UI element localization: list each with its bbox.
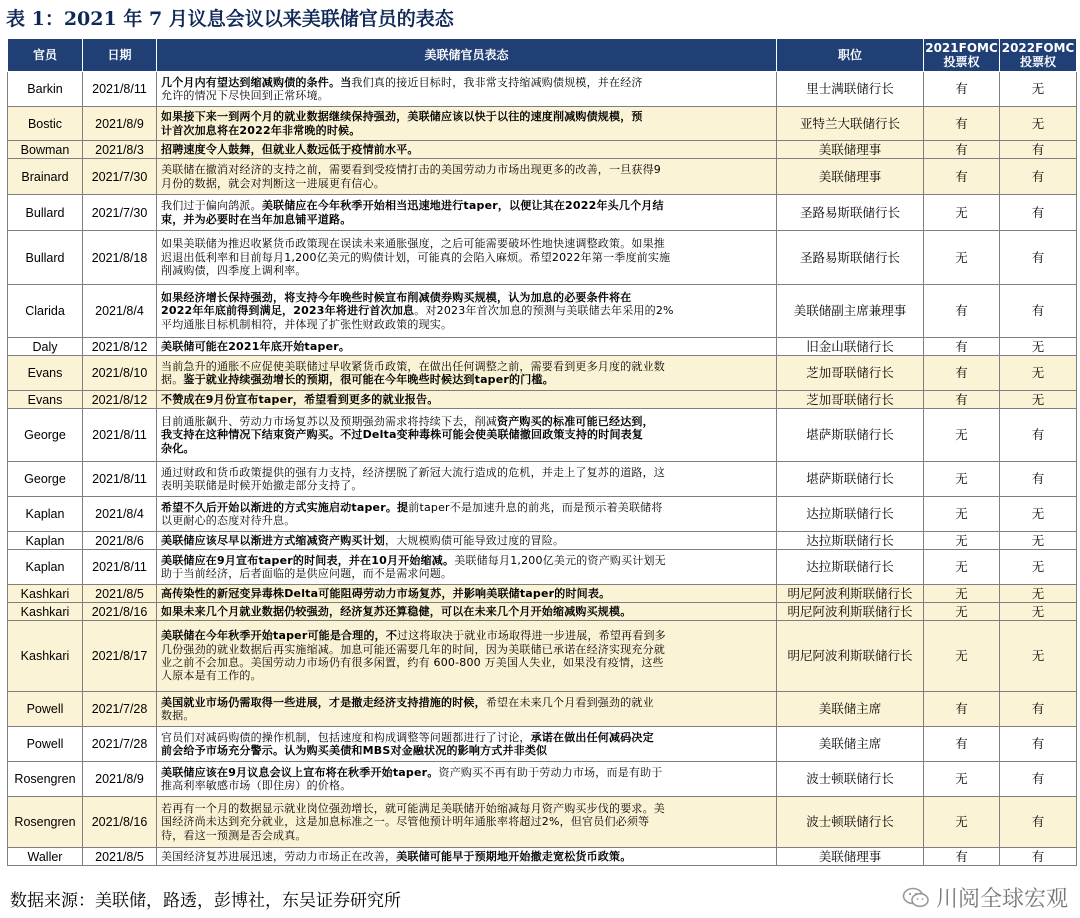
cell-fomc-2021: 无 xyxy=(924,762,1000,797)
cell-official: Rosengren xyxy=(8,762,83,797)
cell-fomc-2021: 无 xyxy=(924,532,1000,550)
cell-position: 明尼阿波利斯联储行长 xyxy=(777,585,924,603)
cell-date: 2021/8/12 xyxy=(83,338,157,356)
cell-statement: 美联储在今年秋季开始taper可能是合理的，不过这将取决于就业市场取得进一步进展，希望再看到多 几份强劲的就业数据后再实施缩减。加息可能还需要几年的时间，因为美联储已承诺在经济实现充分就 业之前不会加息。美国劳动力市场仍有很多闲置，约有 600-800 万美国人失业，如果没有疫情，这些 人原本是有工作的。 xyxy=(157,621,777,692)
cell-date: 2021/8/17 xyxy=(83,621,157,692)
table-header-row xyxy=(8,39,1077,72)
cell-fomc-2022: 有 xyxy=(1000,692,1077,727)
cell-official: Powell xyxy=(8,727,83,762)
cell-fomc-2021: 无 xyxy=(924,409,1000,462)
cell-fomc-2022: 有 xyxy=(1000,231,1077,285)
data-source-note: 数据来源：美联储，路透，彭博社，东吴证券研究所 xyxy=(10,891,401,911)
cell-official: Bullard xyxy=(8,195,83,231)
cell-statement: 美联储可能在2021年底开始taper。 xyxy=(157,338,777,356)
cell-statement: 当前急升的通胀不应促使美联储过早收紧货币政策，在做出任何调整之前，需要看到更多月度的就业数 据。鉴于就业持续强劲增长的预期，很可能在今年晚些时候达到taper的门槛。 xyxy=(157,356,777,391)
cell-date: 2021/8/11 xyxy=(83,409,157,462)
table-row xyxy=(8,621,1077,692)
cell-date: 2021/8/11 xyxy=(83,550,157,585)
cell-statement: 如果经济增长保持强劲，将支持今年晚些时候宣布削减债券购买规模，认为加息的必要条件将在 2022年年底前得到满足，2023年将进行首次加息。对2023年首次加息的预测与美联储去年采用的2% 平均通胀目标机制相符，并体现了扩张性财政政策的现实。 xyxy=(157,285,777,338)
cell-statement: 美联储应在9月宣布taper的时间表，并在10月开始缩减。美联储每月1,200亿美元的资产购买计划无 助于当前经济，后者面临的是供应问题，而不是需求问题。 xyxy=(157,550,777,585)
cell-official: Kaplan xyxy=(8,497,83,532)
cell-fomc-2022: 无 xyxy=(1000,550,1077,585)
cell-date: 2021/8/3 xyxy=(83,141,157,159)
table-row xyxy=(8,107,1077,141)
table-row xyxy=(8,532,1077,550)
cell-position: 芝加哥联储行长 xyxy=(777,356,924,391)
cell-official: Clarida xyxy=(8,285,83,338)
cell-fomc-2021: 无 xyxy=(924,497,1000,532)
cell-date: 2021/7/30 xyxy=(83,159,157,195)
cell-position: 美联储理事 xyxy=(777,141,924,159)
cell-position: 圣路易斯联储行长 xyxy=(777,231,924,285)
cell-official: Evans xyxy=(8,356,83,391)
cell-fomc-2022: 无 xyxy=(1000,72,1077,107)
cell-fomc-2022: 有 xyxy=(1000,727,1077,762)
watermark xyxy=(902,882,1068,913)
watermark-text: 川阅全球宏观 xyxy=(935,887,1068,912)
table-row xyxy=(8,195,1077,231)
cell-fomc-2021: 有 xyxy=(924,141,1000,159)
cell-fomc-2022: 有 xyxy=(1000,797,1077,848)
cell-fomc-2021: 有 xyxy=(924,159,1000,195)
cell-fomc-2022: 无 xyxy=(1000,497,1077,532)
cell-statement: 不赞成在9月份宣布taper，希望看到更多的就业报告。 xyxy=(157,391,777,409)
cell-date: 2021/8/16 xyxy=(83,797,157,848)
cell-fomc-2021: 有 xyxy=(924,727,1000,762)
cell-statement: 如果美联储为推迟收紧货币政策现在误读未来通胀强度，之后可能需要破坏性地快速调整政策。如果推 迟退出低利率和目前每月1,200亿美元的购债计划，可能真的会陷入麻烦。希望2022年第一季度前实施 削减购债，四季度上调利率。 xyxy=(157,231,777,285)
cell-fomc-2022: 有 xyxy=(1000,409,1077,462)
cell-fomc-2022: 有 xyxy=(1000,285,1077,338)
cell-statement: 美国经济复苏进展迅速，劳动力市场正在改善，美联储可能早于预期地开始撤走宽松货币政策。 xyxy=(157,848,777,866)
cell-official: Kashkari xyxy=(8,585,83,603)
table-row xyxy=(8,231,1077,285)
table-row xyxy=(8,462,1077,497)
cell-official: Powell xyxy=(8,692,83,727)
table-row xyxy=(8,848,1077,866)
cell-fomc-2021: 无 xyxy=(924,550,1000,585)
cell-statement: 若再有一个月的数据显示就业岗位强劲增长，就可能满足美联储开始缩减每月资产购买步伐的要求。美 国经济尚未达到充分就业，这是加息标准之一。尽管他预计明年通胀率将超过2%，但官员们必须等 待，看这一预测是否会成真。 xyxy=(157,797,777,848)
cell-date: 2021/7/30 xyxy=(83,195,157,231)
cell-fomc-2022: 有 xyxy=(1000,848,1077,866)
header-fomc-2022-label: 2022FOMC 投票权 xyxy=(1001,41,1075,69)
cell-official: Bullard xyxy=(8,231,83,285)
cell-official: Kashkari xyxy=(8,603,83,621)
cell-fomc-2022: 有 xyxy=(1000,159,1077,195)
table-row xyxy=(8,391,1077,409)
cell-statement: 招聘速度令人鼓舞，但就业人数远低于疫情前水平。 xyxy=(157,141,777,159)
cell-position: 明尼阿波利斯联储行长 xyxy=(777,603,924,621)
cell-position: 旧金山联储行长 xyxy=(777,338,924,356)
cell-position: 波士顿联储行长 xyxy=(777,762,924,797)
cell-date: 2021/8/5 xyxy=(83,848,157,866)
table-row xyxy=(8,603,1077,621)
cell-fomc-2021: 无 xyxy=(924,462,1000,497)
cell-official: Rosengren xyxy=(8,797,83,848)
cell-statement: 美联储在撤消对经济的支持之前，需要看到受疫情打击的美国劳动力市场出现更多的改善，一旦获得9 月份的数据，就会对判断这一进展更有信心。 xyxy=(157,159,777,195)
table-row xyxy=(8,338,1077,356)
table-row xyxy=(8,797,1077,848)
cell-date: 2021/8/16 xyxy=(83,603,157,621)
cell-position: 美联储理事 xyxy=(777,848,924,866)
cell-official: George xyxy=(8,462,83,497)
cell-position: 亚特兰大联储行长 xyxy=(777,107,924,141)
fed-officials-table xyxy=(7,38,1077,866)
table-row xyxy=(8,585,1077,603)
cell-date: 2021/8/5 xyxy=(83,585,157,603)
header-position: 职位 xyxy=(777,39,924,72)
cell-date: 2021/8/12 xyxy=(83,391,157,409)
cell-fomc-2022: 无 xyxy=(1000,356,1077,391)
cell-official: Kashkari xyxy=(8,621,83,692)
cell-fomc-2022: 有 xyxy=(1000,141,1077,159)
cell-fomc-2022: 有 xyxy=(1000,462,1077,497)
cell-date: 2021/8/6 xyxy=(83,532,157,550)
table-row xyxy=(8,356,1077,391)
cell-fomc-2022: 有 xyxy=(1000,195,1077,231)
cell-fomc-2022: 无 xyxy=(1000,603,1077,621)
cell-official: Bowman xyxy=(8,141,83,159)
cell-position: 堪萨斯联储行长 xyxy=(777,409,924,462)
cell-fomc-2021: 有 xyxy=(924,285,1000,338)
cell-fomc-2021: 有 xyxy=(924,692,1000,727)
cell-position: 美联储主席 xyxy=(777,727,924,762)
cell-position: 美联储副主席兼理事 xyxy=(777,285,924,338)
table-row xyxy=(8,159,1077,195)
cell-position: 芝加哥联储行长 xyxy=(777,391,924,409)
cell-official: Kaplan xyxy=(8,550,83,585)
header-fomc-2021 xyxy=(924,39,1000,72)
cell-date: 2021/8/11 xyxy=(83,462,157,497)
cell-official: George xyxy=(8,409,83,462)
cell-date: 2021/8/4 xyxy=(83,285,157,338)
header-fomc-2022 xyxy=(1000,39,1077,72)
header-fomc-2021-label: 2021FOMC 投票权 xyxy=(925,41,998,69)
cell-statement: 美联储应该在9月议息会议上宣布将在秋季开始taper。资产购买不再有助于劳动力市场，而是有助于 推高利率敏感市场（即住房）的价格。 xyxy=(157,762,777,797)
cell-fomc-2022: 无 xyxy=(1000,338,1077,356)
cell-date: 2021/7/28 xyxy=(83,692,157,727)
table-body xyxy=(8,72,1077,866)
cell-fomc-2021: 有 xyxy=(924,107,1000,141)
table-row xyxy=(8,72,1077,107)
cell-position: 里士满联储行长 xyxy=(777,72,924,107)
cell-statement: 目前通胀飙升、劳动力市场复苏以及预期强劲需求将持续下去，削减资产购买的标准可能已经达到， 我支持在这种情况下结束资产购买。不过Delta变种毒株可能会使美联储撤回政策支持的时间表复 杂化。 xyxy=(157,409,777,462)
header-date: 日期 xyxy=(83,39,157,72)
cell-date: 2021/8/18 xyxy=(83,231,157,285)
cell-fomc-2022: 无 xyxy=(1000,585,1077,603)
cell-date: 2021/8/9 xyxy=(83,107,157,141)
cell-position: 达拉斯联储行长 xyxy=(777,550,924,585)
cell-statement: 希望不久后开始以渐进的方式实施启动taper。提前taper不是加速升息的前兆，而是预示着美联储将 以更耐心的态度对待升息。 xyxy=(157,497,777,532)
cell-position: 圣路易斯联储行长 xyxy=(777,195,924,231)
table-row xyxy=(8,285,1077,338)
cell-statement: 我们过于偏向鸽派。美联储应在今年秋季开始相当迅速地进行taper，以便让其在2022年头几个月结 束，并为必要时在当年加息铺平道路。 xyxy=(157,195,777,231)
cell-fomc-2021: 有 xyxy=(924,72,1000,107)
cell-fomc-2021: 有 xyxy=(924,356,1000,391)
cell-position: 美联储理事 xyxy=(777,159,924,195)
cell-statement: 如果接下来一到两个月的就业数据继续保持强劲，美联储应该以快于以往的速度削减购债规模，预 计首次加息将在2022年非常晚的时候。 xyxy=(157,107,777,141)
table-row xyxy=(8,550,1077,585)
cell-position: 堪萨斯联储行长 xyxy=(777,462,924,497)
cell-official: Brainard xyxy=(8,159,83,195)
table-row xyxy=(8,141,1077,159)
cell-fomc-2022: 无 xyxy=(1000,532,1077,550)
cell-official: Waller xyxy=(8,848,83,866)
cell-position: 达拉斯联储行长 xyxy=(777,497,924,532)
cell-fomc-2021: 无 xyxy=(924,231,1000,285)
cell-position: 波士顿联储行长 xyxy=(777,797,924,848)
cell-statement: 如果未来几个月就业数据仍较强劲，经济复苏还算稳健，可以在未来几个月开始缩减购买规模。 xyxy=(157,603,777,621)
cell-date: 2021/8/10 xyxy=(83,356,157,391)
cell-date: 2021/7/28 xyxy=(83,727,157,762)
cell-official: Evans xyxy=(8,391,83,409)
cell-position: 美联储主席 xyxy=(777,692,924,727)
cell-fomc-2021: 无 xyxy=(924,621,1000,692)
cell-fomc-2021: 有 xyxy=(924,338,1000,356)
table-row xyxy=(8,727,1077,762)
cell-date: 2021/8/9 xyxy=(83,762,157,797)
wechat-icon xyxy=(902,887,930,909)
cell-date: 2021/8/11 xyxy=(83,72,157,107)
cell-statement: 几个月内有望达到缩减购债的条件。当我们真的接近目标时，我非常支持缩减购债规模，并在经济 允许的情况下尽快回到正常环境。 xyxy=(157,72,777,107)
cell-statement: 美联储应该尽早以渐进方式缩减资产购买计划，大规模购债可能导致过度的冒险。 xyxy=(157,532,777,550)
cell-fomc-2021: 有 xyxy=(924,391,1000,409)
cell-statement: 通过财政和货币政策提供的强有力支持，经济摆脱了新冠大流行造成的危机，并走上了复苏的道路，这 表明美联储是时候开始撤走部分支持了。 xyxy=(157,462,777,497)
cell-position: 明尼阿波利斯联储行长 xyxy=(777,621,924,692)
table-row xyxy=(8,409,1077,462)
cell-fomc-2022: 有 xyxy=(1000,762,1077,797)
cell-fomc-2022: 无 xyxy=(1000,107,1077,141)
table-row xyxy=(8,497,1077,532)
cell-statement: 官员们对减码购债的操作机制，包括速度和构成调整等问题都进行了讨论，承诺在做出任何减码决定 前会给予市场充分警示。认为购买美债和MBS对金融状况的影响方式并非类似 xyxy=(157,727,777,762)
cell-fomc-2021: 有 xyxy=(924,848,1000,866)
cell-fomc-2022: 无 xyxy=(1000,391,1077,409)
cell-official: Kaplan xyxy=(8,532,83,550)
cell-fomc-2022: 无 xyxy=(1000,621,1077,692)
footer xyxy=(8,878,1072,918)
cell-fomc-2021: 无 xyxy=(924,585,1000,603)
cell-statement: 高传染性的新冠变异毒株Delta可能阻碍劳动力市场复苏，并影响美联储taper的时间表。 xyxy=(157,585,777,603)
table-row xyxy=(8,692,1077,727)
cell-fomc-2021: 无 xyxy=(924,195,1000,231)
cell-statement: 美国就业市场仍需取得一些进展，才是撤走经济支持措施的时候，希望在未来几个月看到强劲的就业 数据。 xyxy=(157,692,777,727)
cell-date: 2021/8/4 xyxy=(83,497,157,532)
cell-position: 达拉斯联储行长 xyxy=(777,532,924,550)
cell-official: Barkin xyxy=(8,72,83,107)
cell-fomc-2021: 无 xyxy=(924,603,1000,621)
header-official: 官员 xyxy=(8,39,83,72)
cell-official: Daly xyxy=(8,338,83,356)
table-title: 表 1：2021 年 7 月议息会议以来美联储官员的表态 xyxy=(6,8,454,30)
header-statement: 美联储官员表态 xyxy=(157,39,777,72)
table-row xyxy=(8,762,1077,797)
cell-fomc-2021: 无 xyxy=(924,797,1000,848)
cell-official: Bostic xyxy=(8,107,83,141)
